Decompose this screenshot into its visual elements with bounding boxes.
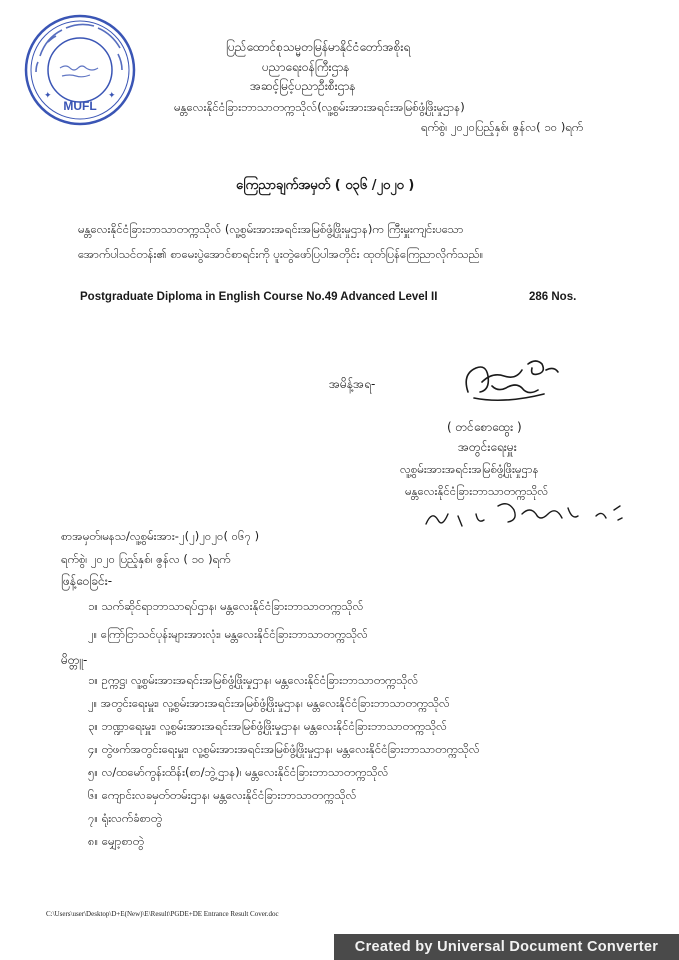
signatory-department: လူ့စွမ်းအားအရင်းအမြစ်ဖွံ့ဖြိုးမှုဌာန <box>400 462 539 476</box>
copy-to-label: မိတ္တူ- <box>61 653 88 667</box>
by-order-label: အမိန့်အရ- <box>329 377 376 391</box>
header-government: ပြည်ထောင်စုသမ္မတမြန်မာနိုင်ငံတော်အစိုးရ <box>226 40 411 54</box>
header-ministry: ပညာရေးဝန်ကြီးဌာန <box>262 60 350 74</box>
letter-date: ရက်စွဲ၊ ၂၀၂၀ ပြည့်နှစ်၊ ဇွန်လ ( ၁၀ )ရက် <box>61 552 231 566</box>
course-name: Postgraduate Diploma in English Course No.49 Advanced Level II <box>80 291 438 303</box>
announcement-paragraph-line-2: အောက်ပါသင်တန်း၏ စာမေးပွဲအောင်စာရင်းကို ပူးတွဲဖော်ပြပါအတိုင်း ထုတ်ပြန်ကြေညာလိုက်သည်။ <box>78 247 484 261</box>
announcement-paragraph-line-1: မန္တလေးနိုင်ငံခြားဘာသာတက္ကသိုလ် (လူ့စွမ်းအားအရင်းအမြစ်ဖွံ့ဖြိုးမှုဌာန)က ကြီးမှူးကျင်းပသော <box>78 222 464 236</box>
seal-text: MUFL <box>63 99 97 113</box>
initials-marks <box>418 494 638 534</box>
header-department: အဆင့်မြင့်ပညာဦးစီးဌာန <box>250 79 356 93</box>
copy-to-item: ၇။ ရုံးလက်ခံစာတွဲ <box>88 811 163 825</box>
svg-text:✦: ✦ <box>108 90 116 100</box>
copy-to-item: ၆။ ကျောင်းလခမှတ်တမ်းဌာန၊ မန္တလေးနိုင်ငံခြားဘာသာတက္ကသိုလ် <box>88 788 357 802</box>
signatory-university: မန္တလေးနိုင်ငံခြားဘာသာတက္ကသိုလ် <box>405 484 549 498</box>
header-date: ရက်စွဲ၊ ၂၀၂၀ပြည့်နှစ်၊ ဇွန်လ( ၁၀ )ရက် <box>421 120 584 134</box>
signatory-title: အတွင်းရေးမှူး <box>458 440 517 454</box>
copy-to-item: ၁။ ဥက္ကဋ္ဌ၊ လူ့စွမ်းအားအရင်းအမြစ်ဖွံ့ဖြိုးမှုဌာန၊ မန္တလေးနိုင်ငံခြားဘာသာတက္ကသိုလ် <box>88 673 419 687</box>
converter-watermark: Created by Universal Document Converter <box>334 934 679 960</box>
copy-to-item: ၄။ တွဲဖက်အတွင်းရေးမှူး၊ လူ့စွမ်းအားအရင်းအမြစ်ဖွံ့ဖြိုးမှုဌာန၊ မန္တလေးနိုင်ငံခြားဘာသာတက္ကသိုလ် <box>88 742 480 756</box>
copy-to-item: ၂။ အတွင်းရေးမှူး၊ လူ့စွမ်းအားအရင်းအမြစ်ဖွံ့ဖြိုးမှုဌာန၊ မန္တလေးနိုင်ငံခြားဘာသာတက္ကသိုလ် <box>88 696 450 710</box>
letter-number: စာအမှတ်၊မနသ/လူ့စွမ်းအား-၂(၂)၂၀၂၀( ၀၆၇ ) <box>61 529 260 543</box>
file-path-footer: C:\Users\user\Desktop\D+E(New)\E\Result\PGDE+DE Entrance Result Cover.doc <box>46 910 279 918</box>
signatory-name: ( တင်စောထွေး ) <box>447 420 522 434</box>
distribution-item: ၂။ ကြော်ငြာသင်ပုန်းများအားလုံး၊ မန္တလေးနိုင်ငံခြားဘာသာတက္ကသိုလ် <box>88 627 368 641</box>
announcement-title: ကြေညာချက်အမှတ် ( ၀၃၆ /၂၀၂၀ ) <box>236 178 415 193</box>
course-count: 286 Nos. <box>529 291 577 303</box>
copy-to-item: ၃။ ဘဏ္ဍာရေးမှူး၊ လူ့စွမ်းအားအရင်းအမြစ်ဖွံ့ဖြိုးမှုဌာန၊ မန္တလေးနိုင်ငံခြားဘာသာတက္ကသိုလ် <box>88 719 447 733</box>
copy-to-item: ၈။ မျှော့စာတွဲ <box>88 834 144 848</box>
distribution-item: ၁။ သက်ဆိုင်ရာဘာသာရပ်ဌာန၊ မန္တလေးနိုင်ငံခြားဘာသာတက္ကသိုလ် <box>88 599 364 613</box>
header-university: မန္တလေးနိုင်ငံခြားဘာသာတက္ကသိုလ်(လူ့စွမ်းအားအရင်းအမြစ်ဖွံ့ဖြိုးမှုဌာန) <box>174 100 465 114</box>
distribution-label: ဖြန့်ဝေခြင်း- <box>61 574 113 588</box>
copy-to-item: ၅။ လ/ထမော်ကွန်းထိန်း(စာ/ဘွဲ့ဌာန)၊ မန္တလေးနိုင်ငံခြားဘာသာတက္ကသိုလ် <box>88 765 389 779</box>
svg-text:✦: ✦ <box>44 90 52 100</box>
university-seal-stamp <box>22 12 138 128</box>
handwritten-signature <box>452 352 572 412</box>
